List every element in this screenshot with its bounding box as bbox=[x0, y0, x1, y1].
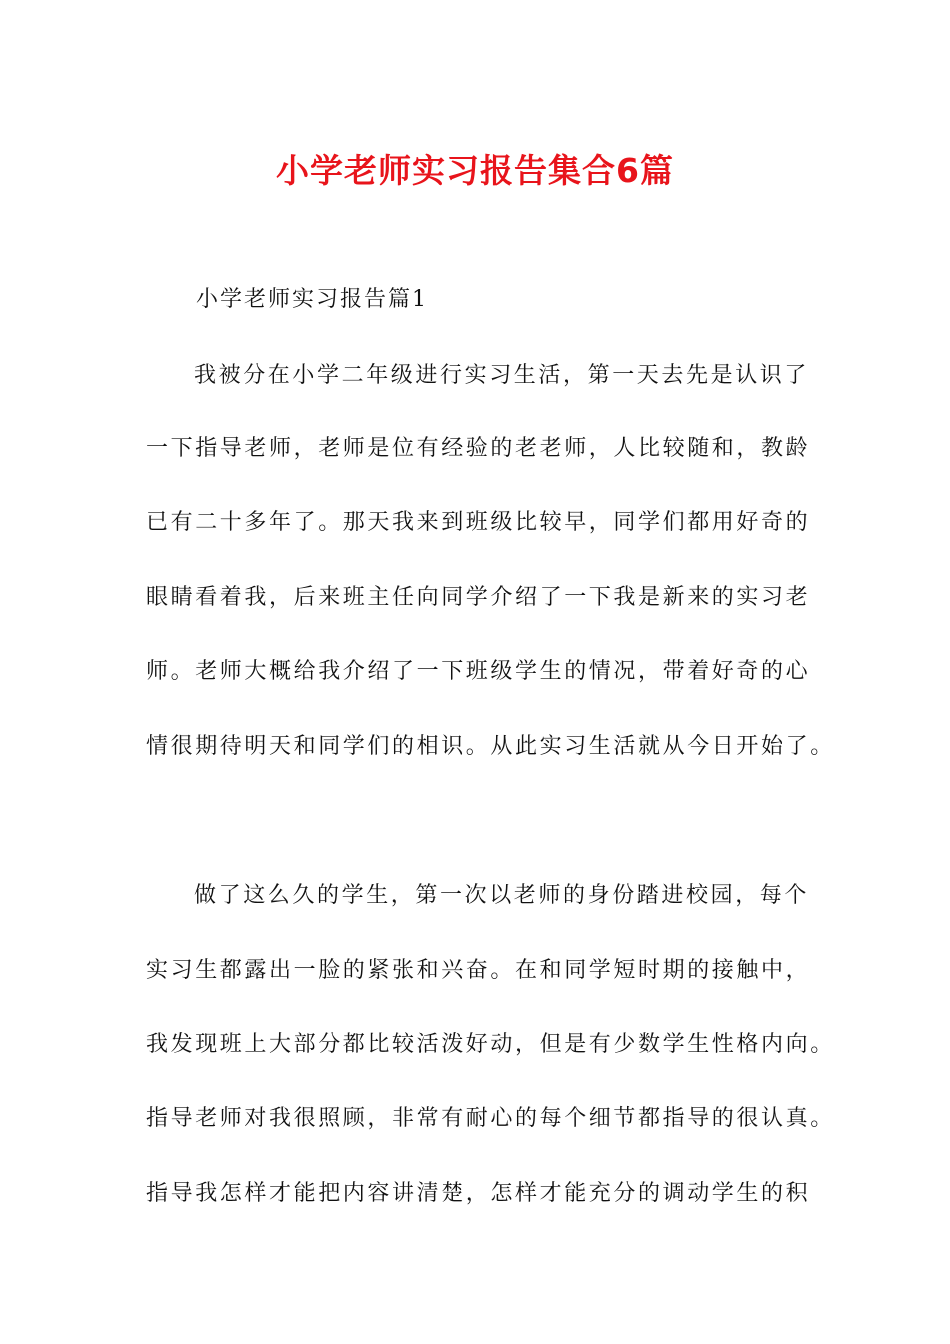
paragraph-line: 我发现班上大部分都比较活泼好动，但是有少数学生性格内向。 bbox=[146, 1032, 835, 1057]
paragraph-line: 已有二十多年了。那天我来到班级比较早，同学们都用好奇的 bbox=[146, 510, 811, 535]
paragraph-line: 做了这么久的学生，第一次以老师的身份踏进校园，每个 bbox=[194, 883, 810, 908]
section-heading: 小学老师实习报告篇1 bbox=[196, 287, 428, 312]
paragraph-line: 指导我怎样才能把内容讲清楚，怎样才能充分的调动学生的积 bbox=[146, 1181, 811, 1206]
paragraph-line: 情很期待明天和同学们的相识。从此实习生活就从今日开始了。 bbox=[146, 734, 835, 759]
document-title: 小学老师实习报告集合6篇 bbox=[276, 151, 674, 190]
paragraph-line: 一下指导老师，老师是位有经验的老老师，人比较随和，教龄 bbox=[146, 436, 811, 461]
paragraph-line: 我被分在小学二年级进行实习生活，第一天去先是认识了 bbox=[194, 363, 810, 388]
paragraph-line: 师。老师大概给我介绍了一下班级学生的情况，带着好奇的心 bbox=[146, 659, 811, 684]
paragraph-line: 眼睛看着我，后来班主任向同学介绍了一下我是新来的实习老 bbox=[146, 585, 811, 610]
paragraph-line: 指导老师对我很照顾，非常有耐心的每个细节都指导的很认真。 bbox=[146, 1106, 835, 1131]
paragraph-line: 实习生都露出一脸的紧张和兴奋。在和同学短时期的接触中， bbox=[146, 958, 811, 983]
